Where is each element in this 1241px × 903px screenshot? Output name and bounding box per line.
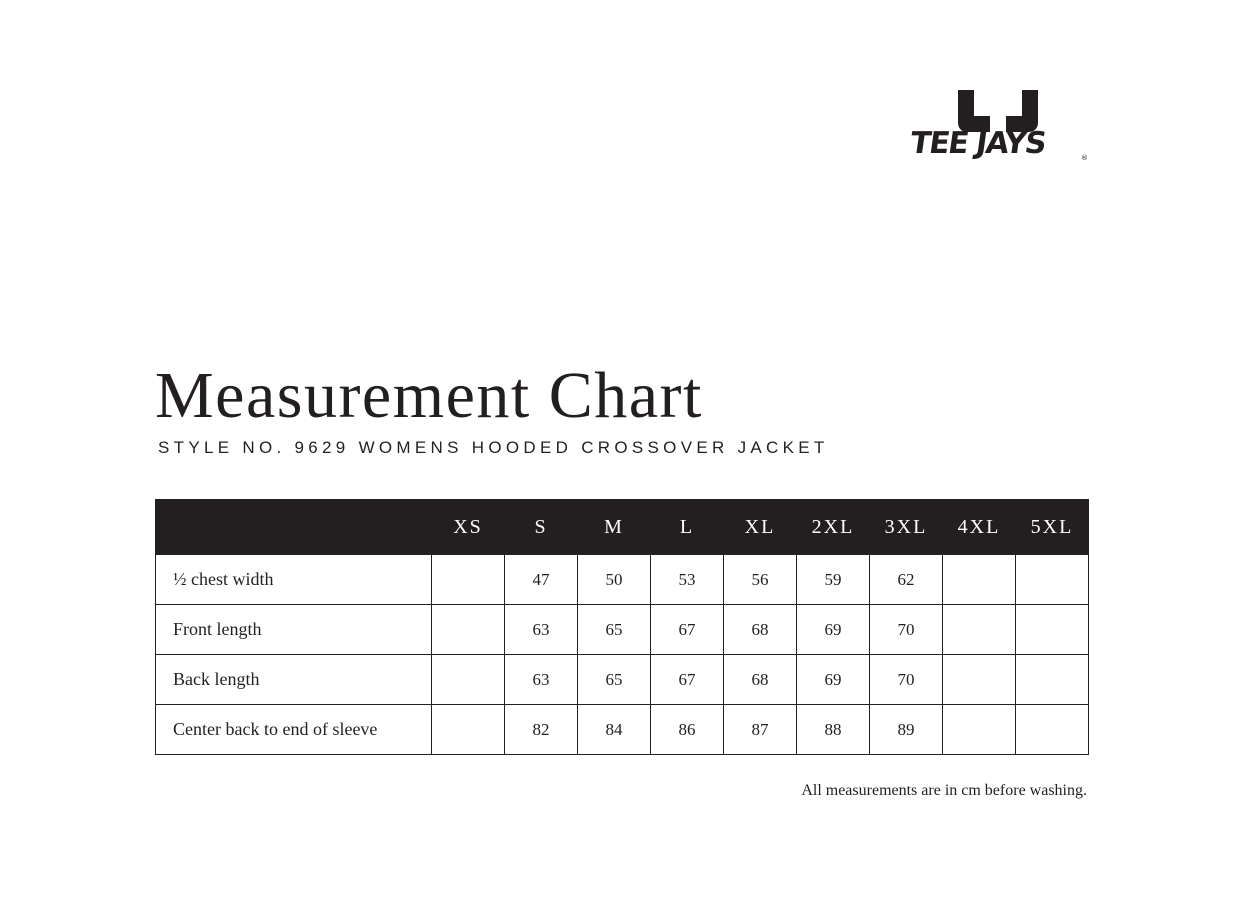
table-cell — [943, 555, 1016, 605]
size-header: 4XL — [943, 500, 1016, 555]
header-corner-cell — [156, 500, 432, 555]
table-cell — [943, 705, 1016, 755]
table-cell — [432, 655, 505, 705]
style-subtitle: STYLE NO. 9629 WOMENS HOODED CROSSOVER JACKET — [158, 438, 829, 457]
row-label: ½ chest width — [156, 555, 432, 605]
row-label: Center back to end of sleeve — [156, 705, 432, 755]
table-cell: 68 — [724, 605, 797, 655]
page-title: Measurement Chart — [155, 359, 703, 432]
size-header: L — [651, 500, 724, 555]
size-header: 5XL — [1016, 500, 1089, 555]
table-cell: 63 — [505, 605, 578, 655]
table-cell: 69 — [797, 655, 870, 705]
size-header: XS — [432, 500, 505, 555]
table-cell: 69 — [797, 605, 870, 655]
table-cell: 56 — [724, 555, 797, 605]
table-cell — [432, 555, 505, 605]
size-header: S — [505, 500, 578, 555]
table-row — [156, 555, 1089, 605]
table-cell: 67 — [651, 605, 724, 655]
table-cell: 88 — [797, 705, 870, 755]
size-header: 2XL — [797, 500, 870, 555]
table-cell — [1016, 705, 1089, 755]
table-cell — [943, 605, 1016, 655]
logo-wordmark: TEE JAYS — [907, 126, 1048, 161]
table-cell: 47 — [505, 555, 578, 605]
table-cell: 59 — [797, 555, 870, 605]
brand-logo — [906, 88, 1090, 168]
table-cell: 68 — [724, 655, 797, 705]
table-cell — [1016, 555, 1089, 605]
table-cell: 70 — [870, 605, 943, 655]
table-cell — [1016, 605, 1089, 655]
measurement-table — [155, 499, 1089, 755]
row-label: Back length — [156, 655, 432, 705]
table-row — [156, 705, 1089, 755]
table-cell: 67 — [651, 655, 724, 705]
table-cell: 65 — [578, 605, 651, 655]
table-row — [156, 655, 1089, 705]
registered-mark: ® — [1081, 154, 1088, 162]
measurement-footnote: All measurements are in cm before washing. — [801, 782, 1087, 799]
table-cell: 89 — [870, 705, 943, 755]
table-cell: 53 — [651, 555, 724, 605]
table-cell: 70 — [870, 655, 943, 705]
table-cell — [943, 655, 1016, 705]
table-cell: 62 — [870, 555, 943, 605]
table-cell — [1016, 655, 1089, 705]
size-header: XL — [724, 500, 797, 555]
size-header-row — [156, 500, 1089, 555]
table-cell: 63 — [505, 655, 578, 705]
row-label: Front length — [156, 605, 432, 655]
size-header: M — [578, 500, 651, 555]
table-cell: 65 — [578, 655, 651, 705]
table-cell: 50 — [578, 555, 651, 605]
table-cell: 82 — [505, 705, 578, 755]
size-header: 3XL — [870, 500, 943, 555]
table-cell: 84 — [578, 705, 651, 755]
table-cell: 87 — [724, 705, 797, 755]
table-row — [156, 605, 1089, 655]
table-cell — [432, 705, 505, 755]
table-cell: 86 — [651, 705, 724, 755]
table-cell — [432, 605, 505, 655]
